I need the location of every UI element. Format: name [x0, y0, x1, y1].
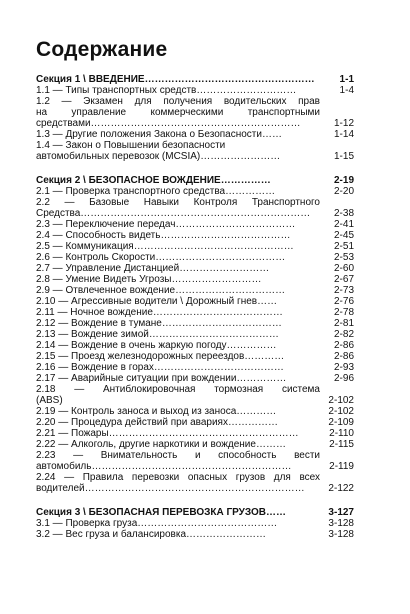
- toc-entry-page-number: 1-12: [333, 118, 354, 129]
- toc-entry-text: [36, 351, 354, 362]
- toc-entry-text: [36, 428, 354, 439]
- section-heading: [36, 507, 354, 518]
- toc-entry: [36, 252, 354, 263]
- toc-entry-page-number: 2-86: [333, 351, 354, 362]
- toc-entry: [36, 96, 354, 129]
- toc-entry-page-number: 1-14: [333, 129, 354, 140]
- toc-entry-line: 3.2 — Вес груза и балансировка……………………: [36, 529, 267, 540]
- toc-entry-line: 2.24 — Правила перевозки опасных грузов для всех: [36, 472, 320, 483]
- toc-entry-page-number: 2-122: [328, 483, 354, 494]
- toc-entry-line: 2.12 — Вождение в тумане………………………………: [36, 318, 282, 329]
- toc-entry: [36, 140, 354, 162]
- toc-entry-text: [36, 296, 354, 307]
- toc-entry-line: 2.2 — Базовые Навыки Контроля Транспортного: [36, 197, 320, 208]
- toc-entry-page-number: 2-41: [333, 219, 354, 230]
- toc-entry: [36, 518, 354, 529]
- toc-entry-line: автомобиль……………………………………………………: [36, 461, 292, 472]
- toc-entry: [36, 406, 354, 417]
- toc-entry-text: [36, 329, 354, 340]
- section-heading: [36, 175, 354, 186]
- toc-entry: [36, 329, 354, 340]
- toc-entry: [36, 384, 354, 406]
- toc-entry-page-number: 1-15: [333, 151, 354, 162]
- toc-entry-text: [36, 362, 354, 373]
- toc-entry-text: [36, 518, 354, 529]
- toc-entry-text: [36, 219, 354, 230]
- toc-entry-page-number: 2-53: [333, 252, 354, 263]
- section-heading-text: Секция 3 \ БЕЗОПАСНАЯ ПЕРЕВОЗКА ГРУЗОВ……: [36, 507, 287, 518]
- toc-entry-line: 2.8 — Умение Видеть Угрозы………………………: [36, 274, 262, 285]
- toc-entry-line: 2.22 — Алкоголь, другие наркотики и вождение………: [36, 439, 286, 450]
- toc-entry-text: [36, 129, 354, 140]
- toc-entry-text: [36, 472, 354, 494]
- toc-entry: [36, 307, 354, 318]
- toc-entry-text: [36, 340, 354, 351]
- toc-entry: [36, 472, 354, 494]
- toc-entry: [36, 373, 354, 384]
- toc-entry-text: [36, 96, 354, 129]
- toc-entry-page-number: 2-45: [333, 230, 354, 241]
- toc-entry: [36, 285, 354, 296]
- toc-entry-page-number: 2-67: [333, 274, 354, 285]
- toc-entry: [36, 318, 354, 329]
- toc-entry: [36, 529, 354, 540]
- toc-entry: [36, 351, 354, 362]
- toc-entry-line: на управление коммерческими транспортными: [36, 107, 320, 118]
- toc-entry-page-number: 1-4: [339, 85, 354, 96]
- section-heading-text: Секция 1 \ ВВЕДЕНИЕ……………………………………………: [36, 74, 315, 85]
- toc-entry-line: 2.20 — Процедура действий при авариях……………: [36, 417, 278, 428]
- toc-entry-text: [36, 529, 354, 540]
- toc-entry-page-number: 2-20: [333, 186, 354, 197]
- toc-entry-page-number: 2-38: [333, 208, 354, 219]
- toc-entry-line: 2.7 — Управление Дистанцией………………………: [36, 263, 270, 274]
- toc-entry-text: [36, 285, 354, 296]
- toc-entry: [36, 186, 354, 197]
- section-heading-page-number: 1-1: [339, 74, 354, 85]
- toc-entry-line: 1.2 — Экзамен для получения водительских прав: [36, 96, 320, 107]
- toc-entry-page-number: 2-51: [333, 241, 354, 252]
- toc-entry-line: автомобильных перевозок (MCSIA)……………………: [36, 151, 281, 162]
- toc-entry-line: 2.14 — Вождение в очень жаркую погоду……………: [36, 340, 277, 351]
- toc-entry-text: [36, 85, 354, 96]
- toc-entry-line: 1.4 — Закон о Повышении безопасности: [36, 140, 226, 151]
- toc-entry: [36, 450, 354, 472]
- toc-entry-line: 2.5 — Коммуникация…………………………………………: [36, 241, 294, 252]
- toc-entry-line: 2.1 — Проверка транспортного средства……………: [36, 186, 276, 197]
- toc-entry-line: 2.21 — Пожары…………………………………………………: [36, 428, 299, 439]
- toc-entry: [36, 230, 354, 241]
- toc-entry-page-number: 2-109: [328, 417, 354, 428]
- section-heading-text: Секция 2 \ БЕЗОПАСНОЕ ВОЖДЕНИЕ……………: [36, 175, 271, 186]
- toc-entry-line: 2.3 — Переключение передач………………………………: [36, 219, 296, 230]
- toc-entry: [36, 219, 354, 230]
- toc-entry-line: 2.23 — Внимательность и способность вести: [36, 450, 320, 461]
- toc-entry-page-number: 2-82: [333, 329, 354, 340]
- toc-entry-line: 2.13 — Вождение зимой…………………………………: [36, 329, 279, 340]
- section-heading-page-number: 3-127: [328, 507, 354, 518]
- toc-entry-text: [36, 384, 354, 406]
- toc-entry-page-number: 3-128: [328, 518, 354, 529]
- toc-entry-page-number: 2-96: [333, 373, 354, 384]
- toc-entry-text: [36, 307, 354, 318]
- toc-entry-line: 3.1 — Проверка груза……………………………………: [36, 518, 278, 529]
- section-heading: [36, 74, 354, 85]
- toc-entry-text: [36, 417, 354, 428]
- toc-entry: [36, 340, 354, 351]
- toc-entry-page-number: 2-93: [333, 362, 354, 373]
- toc-entry-text: [36, 197, 354, 219]
- toc-entry-page-number: 2-60: [333, 263, 354, 274]
- toc-entry-page-number: 2-73: [333, 285, 354, 296]
- toc-entry: [36, 129, 354, 140]
- toc-entry-page-number: 2-119: [329, 461, 354, 472]
- toc-entry-page-number: 3-128: [328, 529, 354, 540]
- toc-entry-line: 2.16 — Вождение в горах…………………………………: [36, 362, 284, 373]
- toc-entry-text: [36, 186, 354, 197]
- toc-entry-line: водителей…………………………………………………………: [36, 483, 305, 494]
- toc-entry: [36, 263, 354, 274]
- toc-entry-page-number: 2-86: [333, 340, 354, 351]
- toc-entry-line: 1.1 — Типы транспортных средств…………………………: [36, 85, 297, 96]
- toc-entry: [36, 362, 354, 373]
- toc-entry-line: 1.3 — Другие положения Закона о Безопасности……: [36, 129, 282, 140]
- toc-entry-text: [36, 252, 354, 263]
- table-of-contents: [36, 74, 354, 540]
- toc-entry: [36, 85, 354, 96]
- toc-entry-line: 2.11 — Ночное вождение…………………………………: [36, 307, 283, 318]
- toc-entry-line: (ABS): [36, 395, 63, 406]
- toc-entry-line: 2.19 — Контроль заноса и выход из заноса…………: [36, 406, 277, 417]
- toc-entry-page-number: 2-102: [328, 395, 354, 406]
- toc-entry: [36, 274, 354, 285]
- toc-entry-text: [36, 230, 354, 241]
- toc-entry-line: 2.17 — Аварийные ситуации при вождении……………: [36, 373, 287, 384]
- toc-entry-line: 2.4 — Способность видеть…………………………………: [36, 230, 291, 241]
- toc-entry-page-number: 2-110: [329, 428, 354, 439]
- toc-entry: [36, 439, 354, 450]
- toc-entry-text: [36, 274, 354, 285]
- toc-entry-text: [36, 439, 354, 450]
- page-title: Содержание: [36, 38, 168, 61]
- toc-entry-line: средствами………………………………………………………: [36, 118, 301, 129]
- toc-entry: [36, 241, 354, 252]
- toc-entry-text: [36, 450, 354, 472]
- toc-entry: [36, 417, 354, 428]
- toc-entry-line: Средства……………………………………………………………: [36, 208, 311, 219]
- toc-entry-text: [36, 318, 354, 329]
- toc-entry-page-number: 2-78: [333, 307, 354, 318]
- toc-entry-line: 2.15 — Проезд железнодорожных переездов…………: [36, 351, 285, 362]
- toc-entry-text: [36, 140, 354, 162]
- toc-entry-line: 2.9 — Отвлеченное вождение……………………………: [36, 285, 286, 296]
- toc-entry: [36, 296, 354, 307]
- toc-entry-page-number: 2-102: [328, 406, 354, 417]
- toc-entry-page-number: 2-76: [333, 296, 354, 307]
- toc-entry-line: 2.6 — Контроль Скорости…………………………………: [36, 252, 286, 263]
- toc-entry-line: 2.18 — Антиблокировочная тормозная система: [36, 384, 320, 395]
- toc-entry-text: [36, 263, 354, 274]
- toc-entry: [36, 428, 354, 439]
- toc-entry-page-number: 2-81: [333, 318, 354, 329]
- toc-entry-text: [36, 406, 354, 417]
- section-heading-page-number: 2-19: [333, 175, 354, 186]
- toc-entry-text: [36, 373, 354, 384]
- toc-entry-text: [36, 241, 354, 252]
- toc-entry: [36, 197, 354, 219]
- toc-entry-page-number: 2-115: [329, 439, 354, 450]
- toc-entry-line: 2.10 — Агрессивные водители \ Дорожный гнев……: [36, 296, 278, 307]
